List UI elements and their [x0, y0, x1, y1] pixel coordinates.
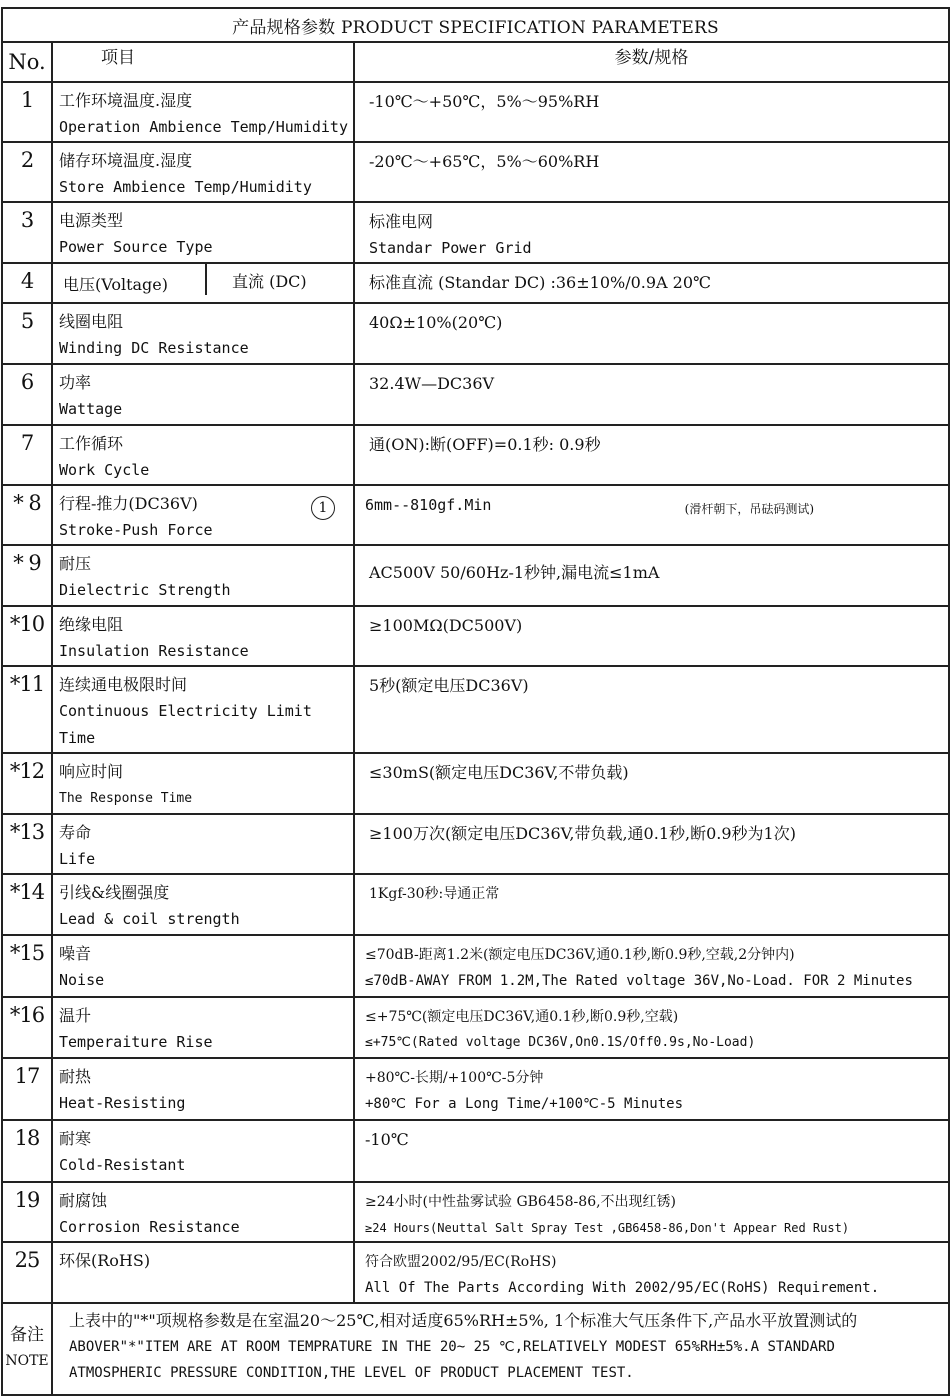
header-row	[2, 42, 949, 82]
item-en: Temperaiture Rise	[59, 1033, 213, 1051]
note-row	[2, 1303, 949, 1395]
row-no: 5	[2, 303, 52, 364]
row-item	[52, 545, 354, 606]
item-en: Work Cycle	[59, 461, 150, 479]
row-item	[52, 1120, 354, 1182]
row-param	[354, 425, 949, 485]
row-item	[52, 997, 354, 1058]
row-item	[52, 753, 354, 814]
row-item	[52, 935, 354, 997]
row-no: *12	[2, 753, 52, 814]
item-cn: 工作环境温度.湿度	[59, 91, 193, 110]
row-item	[52, 485, 354, 545]
table-row	[2, 202, 949, 263]
header-param: 参数/规格	[354, 42, 949, 82]
item-en: Continuous Electricity Limit Time	[59, 702, 312, 747]
param-line-en: +80℃ For a Long Time/+100℃-5 Minutes	[365, 1096, 684, 1112]
row-item	[52, 425, 354, 485]
row-param	[354, 997, 949, 1058]
param-line: ≤30mS(额定电压DC36V,不带负载)	[369, 763, 629, 782]
row-no: 4	[2, 263, 52, 303]
item-cn: 行程-推力(DC36V)	[59, 494, 198, 513]
item-en: Dielectric Strength	[59, 581, 231, 599]
row-no: 19	[2, 1182, 52, 1242]
item-en: Power Source Type	[59, 238, 213, 256]
row-param	[354, 606, 949, 666]
row-no: 6	[2, 364, 52, 425]
table-row	[2, 874, 949, 935]
param-line: ≥100万次(额定电压DC36V,带负载,通0.1秒,断0.9秒为1次)	[369, 824, 796, 843]
param-line: 通(ON):断(OFF)=0.1秒: 0.9秒	[369, 435, 601, 454]
row-item	[52, 1058, 354, 1120]
param-line: 1Kgf-30秒:导通正常	[369, 886, 500, 902]
item-en: Operation Ambience Temp/Humidity	[59, 118, 348, 136]
item-en: Life	[59, 850, 96, 868]
row-no: *16	[2, 997, 52, 1058]
row-no: * 8	[2, 485, 52, 545]
row-item	[52, 82, 354, 142]
table-row	[2, 142, 949, 202]
row-no: * 9	[2, 545, 52, 606]
table-row	[2, 545, 949, 606]
param-line: 5秒(额定电压DC36V)	[369, 676, 529, 695]
row-item	[52, 1242, 354, 1303]
item-cn: 引线&线圈强度	[59, 883, 170, 902]
item-cn: 功率	[59, 373, 92, 392]
row-item	[52, 263, 354, 303]
row-item	[52, 364, 354, 425]
item-en: Cold-Resistant	[59, 1156, 186, 1174]
note-line-3: ATMOSPHERIC PRESSURE CONDITION,THE LEVEL OF PRODUCT PLACEMENT TEST.	[69, 1365, 634, 1381]
circled-number-mark: 1	[311, 496, 335, 520]
table-row	[2, 263, 949, 303]
item-cn: 电压(Voltage)	[53, 264, 207, 295]
param-line-en: ≤+75℃(Rated voltage DC36V,On0.1S/Off0.9s,No-Load)	[365, 1035, 756, 1050]
row-param	[354, 753, 949, 814]
param-line: ≥100MΩ(DC500V)	[369, 616, 523, 635]
spec-table	[1, 7, 950, 1396]
item-en: Corrosion Resistance	[59, 1218, 240, 1236]
item-cn: 耐腐蚀	[59, 1191, 108, 1210]
row-no: 25	[2, 1242, 52, 1303]
row-param	[354, 303, 949, 364]
param-line: 32.4W—DC36V	[369, 374, 495, 393]
item-en: Wattage	[59, 400, 123, 418]
table-row	[2, 753, 949, 814]
note-label	[2, 1303, 52, 1395]
row-param	[354, 485, 949, 545]
item-cn: 储存环境温度.湿度	[59, 151, 193, 170]
item-en: 直流 (DC)	[232, 272, 307, 291]
item-en: Winding DC Resistance	[59, 339, 249, 357]
item-cn: 温升	[59, 1006, 92, 1025]
row-no: 18	[2, 1120, 52, 1182]
table-row	[2, 814, 949, 874]
row-param	[354, 1242, 949, 1303]
table-row	[2, 303, 949, 364]
row-no: *13	[2, 814, 52, 874]
table-row	[2, 1120, 949, 1182]
param-line: ≤70dB-距离1.2米(额定电压DC36V,通0.1秒,断0.9秒,空载,2分钟内)	[365, 947, 795, 963]
row-no: *15	[2, 935, 52, 997]
item-en: Heat-Resisting	[59, 1094, 186, 1112]
row-no: 3	[2, 202, 52, 263]
table-row	[2, 1182, 949, 1242]
voltage-split	[53, 264, 353, 295]
row-no: *14	[2, 874, 52, 935]
note-line-2: ABOVER"*"ITEM ARE AT ROOM TEMPRATURE IN THE 20~ 25 ℃,RELATIVELY MODEST 65%RH±5%.A STANDARD	[69, 1339, 835, 1355]
item-en: The Response Time	[59, 791, 193, 806]
side-note: (滑杆朝下，吊砝码测试)	[684, 502, 815, 516]
table-row	[2, 364, 949, 425]
item-cn: 耐热	[59, 1067, 92, 1086]
item-cn: 耐压	[59, 554, 92, 573]
item-en: Lead & coil strength	[59, 910, 240, 928]
row-param	[354, 202, 949, 263]
table-row	[2, 82, 949, 142]
item-cn: 环保(RoHS)	[59, 1251, 151, 1270]
row-no: 17	[2, 1058, 52, 1120]
row-param	[354, 142, 949, 202]
note-label-cn: 备注	[10, 1325, 44, 1345]
row-param	[354, 545, 949, 606]
item-en: Store Ambience Temp/Humidity	[59, 178, 312, 196]
table-row	[2, 666, 949, 753]
row-no: *11	[2, 666, 52, 753]
row-param	[354, 874, 949, 935]
row-no: 2	[2, 142, 52, 202]
param-line: -20℃～+65℃，5%～60%RH	[369, 152, 600, 171]
row-param	[354, 263, 949, 303]
param-line-en: ≤70dB-AWAY FROM 1.2M,The Rated voltage 36V,No-Load. FOR 2 Minutes	[365, 973, 913, 989]
param-line-en: ≥24 Hours(Neuttal Salt Spray Test ,GB6458-86,Don't Appear Red Rust)	[365, 1221, 850, 1235]
table-row	[2, 425, 949, 485]
row-no: 1	[2, 82, 52, 142]
table-row	[2, 1058, 949, 1120]
row-param	[354, 814, 949, 874]
row-param	[354, 1182, 949, 1242]
param-line-en: Standar Power Grid	[369, 239, 532, 257]
row-item	[52, 202, 354, 263]
row-param	[354, 1058, 949, 1120]
row-param	[354, 82, 949, 142]
param-line: ≥24小时(中性盐雾试验 GB6458-86,不出现红锈)	[365, 1194, 677, 1210]
note-label-en: NOTE	[5, 1353, 49, 1369]
table-row	[2, 935, 949, 997]
row-no: *10	[2, 606, 52, 666]
row-item	[52, 1182, 354, 1242]
item-cn: 线圈电阻	[59, 312, 124, 331]
item-cn: 电源类型	[59, 211, 124, 230]
table-title: 产品规格参数 PRODUCT SPECIFICATION PARAMETERS	[2, 8, 949, 42]
param-line-en: All Of The Parts According With 2002/95/EC(RoHS) Requirement.	[365, 1280, 880, 1296]
param-line: -10℃	[365, 1130, 409, 1149]
param-line: +80℃-长期/+100℃-5分钟	[365, 1070, 544, 1086]
table-row	[2, 485, 949, 545]
item-cn: 寿命	[59, 823, 92, 842]
param-line: 40Ω±10%(20℃)	[369, 313, 503, 332]
header-no: No.	[2, 42, 52, 82]
param-line: 符合欧盟2002/95/EC(RoHS)	[365, 1254, 557, 1270]
row-param	[354, 666, 949, 753]
row-item	[52, 142, 354, 202]
row-item	[52, 606, 354, 666]
param-line: -10℃～+50℃，5%～95%RH	[369, 92, 600, 111]
param-line: ≤+75℃(额定电压DC36V,通0.1秒,断0.9秒,空载)	[365, 1009, 679, 1025]
table-row	[2, 606, 949, 666]
param-line: 6mm--810gf.Min	[365, 496, 492, 514]
row-param	[354, 935, 949, 997]
item-cn: 连续通电极限时间	[59, 675, 188, 694]
row-item	[52, 874, 354, 935]
table-row	[2, 997, 949, 1058]
note-line-1: 上表中的"*"项规格参数是在室温20～25℃,相对适度65%RH±5%, 1个标准大气压条件下,产品水平放置测试的	[69, 1311, 858, 1330]
param-line: 标准直流 (Standar DC) :36±10%/0.9A 20℃	[369, 273, 711, 292]
item-en: Stroke-Push Force	[59, 521, 213, 539]
row-param	[354, 364, 949, 425]
table-row	[2, 1242, 949, 1303]
item-cn: 噪音	[59, 944, 92, 963]
param-line: 标准电网	[369, 212, 434, 231]
item-cn: 响应时间	[59, 762, 124, 781]
item-cn: 工作循环	[59, 434, 124, 453]
note-text	[52, 1303, 949, 1395]
item-en: Insulation Resistance	[59, 642, 249, 660]
item-en: Noise	[59, 971, 105, 989]
row-param	[354, 1120, 949, 1182]
item-cn: 绝缘电阻	[59, 615, 124, 634]
header-item: 项目	[52, 42, 354, 82]
item-cn: 耐寒	[59, 1129, 92, 1148]
row-item	[52, 303, 354, 364]
row-item	[52, 814, 354, 874]
row-no: 7	[2, 425, 52, 485]
param-line: AC500V 50/60Hz-1秒钟,漏电流≤1mA	[369, 563, 660, 582]
row-item	[52, 666, 354, 753]
